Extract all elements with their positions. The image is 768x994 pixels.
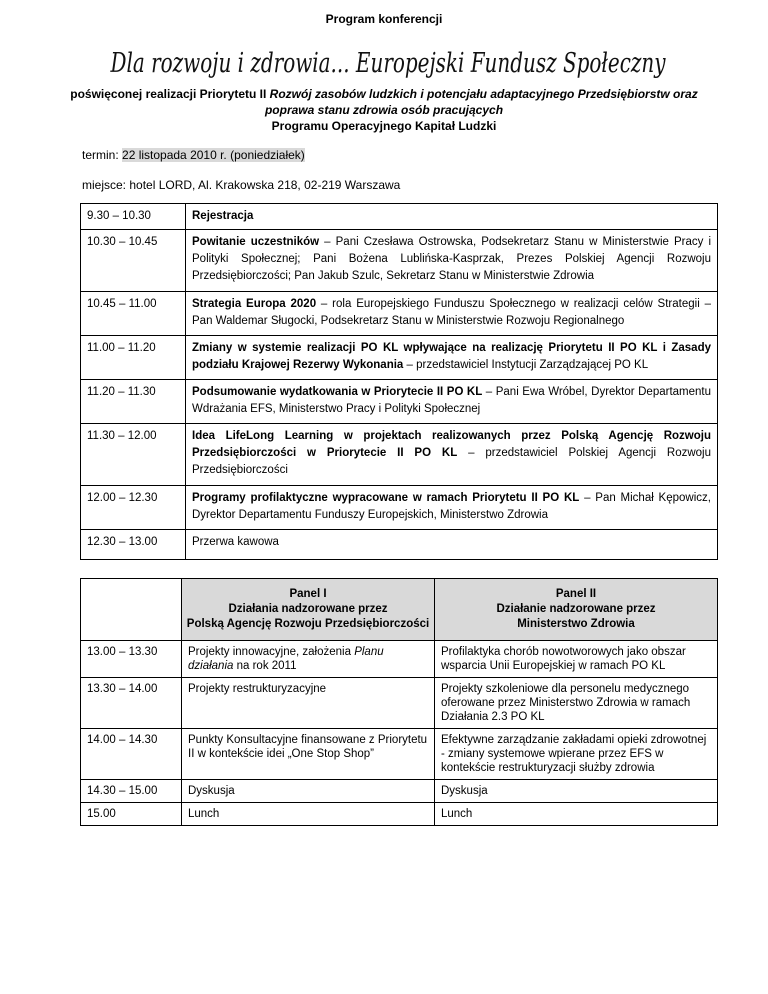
agenda-description bbox=[186, 530, 718, 560]
panel-2-line3: Ministerstwo Zdrowia bbox=[517, 618, 635, 630]
agenda-time: 9.30 – 10.30 bbox=[81, 204, 186, 230]
agenda-topic: Zmiany w systemie realizacji PO KL wpływające na realizację Priorytetu II PO KL i Zasady podziału Krajowej Rezerwy Wykonania bbox=[192, 342, 711, 371]
agenda-details: – rola Europejskiego Funduszu Społecznego w realizacji celów Strategii – Pan Waldemar Sługocki, Podsekretarz Stanu w Ministerstwie Rozwoju Regionalnego bbox=[192, 298, 711, 327]
panels-row bbox=[81, 678, 718, 729]
agenda-time: 10.45 – 11.00 bbox=[81, 292, 186, 336]
panel-1-line3: Polską Agencję Rozwoju Przedsiębiorczości bbox=[186, 618, 430, 630]
agenda-row bbox=[81, 204, 718, 230]
panel-1-text: Projekty restrukturyzacyjne bbox=[188, 683, 327, 695]
agenda-details: – Pan Michał Kępowicz, Dyrektor Departamentu Funduszy Europejskich, Ministerstwo Zdrowia bbox=[192, 492, 711, 521]
agenda-row bbox=[81, 530, 718, 560]
panel-2-title: Panel II bbox=[555, 588, 597, 600]
agenda-table bbox=[80, 203, 718, 560]
agenda-time: 11.20 – 11.30 bbox=[81, 380, 186, 424]
agenda-description bbox=[186, 486, 718, 530]
agenda-time: 12.30 – 13.00 bbox=[81, 530, 186, 560]
panel-2-session: Efektywne zarządzanie zakładami opieki zdrowotnej - zmiany systemowe wpierane przez EFS w kontekście restrukturyzacji służby zdrowia bbox=[435, 729, 718, 780]
agenda-details: – przedstawiciel Polskiej Agencji Rozwoju Przedsiębiorczości bbox=[192, 447, 712, 476]
panel-1-text: Punkty Konsultacyjne finansowane z Priorytetu II w kontekście idei „One Stop Shop” bbox=[188, 734, 428, 760]
agenda-topic: Idea LifeLong Learning w projektach realizowanych przez Polską Agencję Rozwoju Przedsiębiorczości w Priorytecie II PO KL bbox=[192, 430, 711, 459]
panel-2-session: Profilaktyka chorób nowotworowych jako obszar wsparcia Unii Europejskiej w ramach PO KL bbox=[435, 641, 718, 678]
panel-2-session: Lunch bbox=[435, 803, 718, 826]
panel-1-italic: Planu działania bbox=[188, 646, 384, 672]
panel-1-session bbox=[182, 780, 435, 803]
panel-1-text: Lunch bbox=[188, 808, 220, 820]
panel-1-session bbox=[182, 678, 435, 729]
panel-1-text-end: na rok 2011 bbox=[233, 660, 297, 672]
panel-2-line2: Działanie nadzorowane przez bbox=[496, 603, 656, 615]
panels-table bbox=[80, 578, 718, 826]
panel-1-text: Projekty innowacyjne, założenia bbox=[188, 646, 355, 658]
agenda-topic: Podsumowanie wydatkowania w Priorytecie II PO KL bbox=[192, 386, 483, 398]
conference-subtitle bbox=[60, 86, 708, 134]
panel-1-session bbox=[182, 641, 435, 678]
agenda-topic: Strategia Europa 2020 bbox=[192, 298, 317, 310]
agenda-time: 10.30 – 10.45 bbox=[81, 230, 186, 292]
agenda-details: – Pani Ewa Wróbel, Dyrektor Departamentu Wdrażania EFS, Ministerstwo Pracy i Polityki Społecznej bbox=[192, 386, 711, 415]
panels-row bbox=[81, 641, 718, 678]
panels-header-blank bbox=[81, 579, 182, 641]
panel-1-text: Dyskusja bbox=[188, 785, 235, 797]
session-time: 13.00 – 13.30 bbox=[81, 641, 182, 678]
panels-row bbox=[81, 780, 718, 803]
panel-1-title: Panel I bbox=[289, 588, 327, 600]
agenda-topic: Powitanie uczestników bbox=[192, 236, 320, 248]
panel-1-session bbox=[182, 803, 435, 826]
document-heading: Program konferencji bbox=[325, 12, 443, 26]
agenda-row bbox=[81, 292, 718, 336]
session-time: 14.00 – 14.30 bbox=[81, 729, 182, 780]
panels-header-row bbox=[81, 579, 718, 641]
date-line bbox=[82, 148, 305, 162]
date-label: termin: bbox=[82, 148, 123, 162]
subtitle-italic: Rozwój zasobów ludzkich i potencjału adaptacyjnego Przedsiębiorstw oraz poprawa stanu zdrowia osób pracujących bbox=[264, 87, 698, 117]
session-time: 13.30 – 14.00 bbox=[81, 678, 182, 729]
agenda-topic: Programy profilaktyczne wypracowane w ramach Priorytetu II PO KL bbox=[192, 492, 580, 504]
panel-2-session: Projekty szkoleniowe dla personelu medycznego oferowane przez Ministerstwo Zdrowia w ramach Działania 2.3 PO KL bbox=[435, 678, 718, 729]
slogan-handwriting bbox=[108, 40, 668, 88]
agenda-row bbox=[81, 230, 718, 292]
agenda-row bbox=[81, 380, 718, 424]
agenda-time: 11.30 – 12.00 bbox=[81, 424, 186, 486]
agenda-description bbox=[186, 336, 718, 380]
agenda-description bbox=[186, 230, 718, 292]
subtitle-suffix: Programu Operacyjnego Kapitał Ludzki bbox=[271, 119, 497, 133]
agenda-description bbox=[186, 380, 718, 424]
agenda-description bbox=[186, 204, 718, 230]
agenda-row bbox=[81, 424, 718, 486]
panels-row bbox=[81, 729, 718, 780]
session-time: 15.00 bbox=[81, 803, 182, 826]
panel-2-session: Dyskusja bbox=[435, 780, 718, 803]
panels-row bbox=[81, 803, 718, 826]
agenda-details: Przerwa kawowa bbox=[192, 536, 279, 548]
agenda-time: 11.00 – 11.20 bbox=[81, 336, 186, 380]
panel-1-header bbox=[182, 579, 435, 641]
session-time: 14.30 – 15.00 bbox=[81, 780, 182, 803]
panel-2-header bbox=[435, 579, 718, 641]
agenda-description bbox=[186, 292, 718, 336]
agenda-row bbox=[81, 486, 718, 530]
subtitle-prefix: poświęconej realizacji Priorytetu II bbox=[70, 87, 270, 101]
agenda-details: – Pani Czesława Ostrowska, Podsekretarz Stanu w Ministerstwie Pracy i Polityki Społecznej; Pani Bożena Lublińska-Kasprzak, Prezes Polskiej Agencji Rozwoju Przedsiębiorczości; Pan Jakub Szulc, Sekretarz Stanu w Ministerstwie Zdrowia bbox=[192, 236, 712, 282]
agenda-time: 12.00 – 12.30 bbox=[81, 486, 186, 530]
agenda-row bbox=[81, 336, 718, 380]
agenda-topic: Rejestracja bbox=[192, 210, 254, 222]
panel-1-line2: Działania nadzorowane przez bbox=[228, 603, 388, 615]
agenda-details: – przedstawiciel Instytucji Zarządzającej PO KL bbox=[403, 359, 649, 371]
agenda-description bbox=[186, 424, 718, 486]
venue-line: miejsce: hotel LORD, Al. Krakowska 218, 02-219 Warszawa bbox=[82, 178, 401, 192]
slogan-text: Dla rozwoju i zdrowia... Europejski Fundusz Społeczny bbox=[109, 48, 667, 79]
panel-1-session bbox=[182, 729, 435, 780]
date-value: 22 listopada 2010 r. (poniedziałek) bbox=[122, 148, 305, 162]
